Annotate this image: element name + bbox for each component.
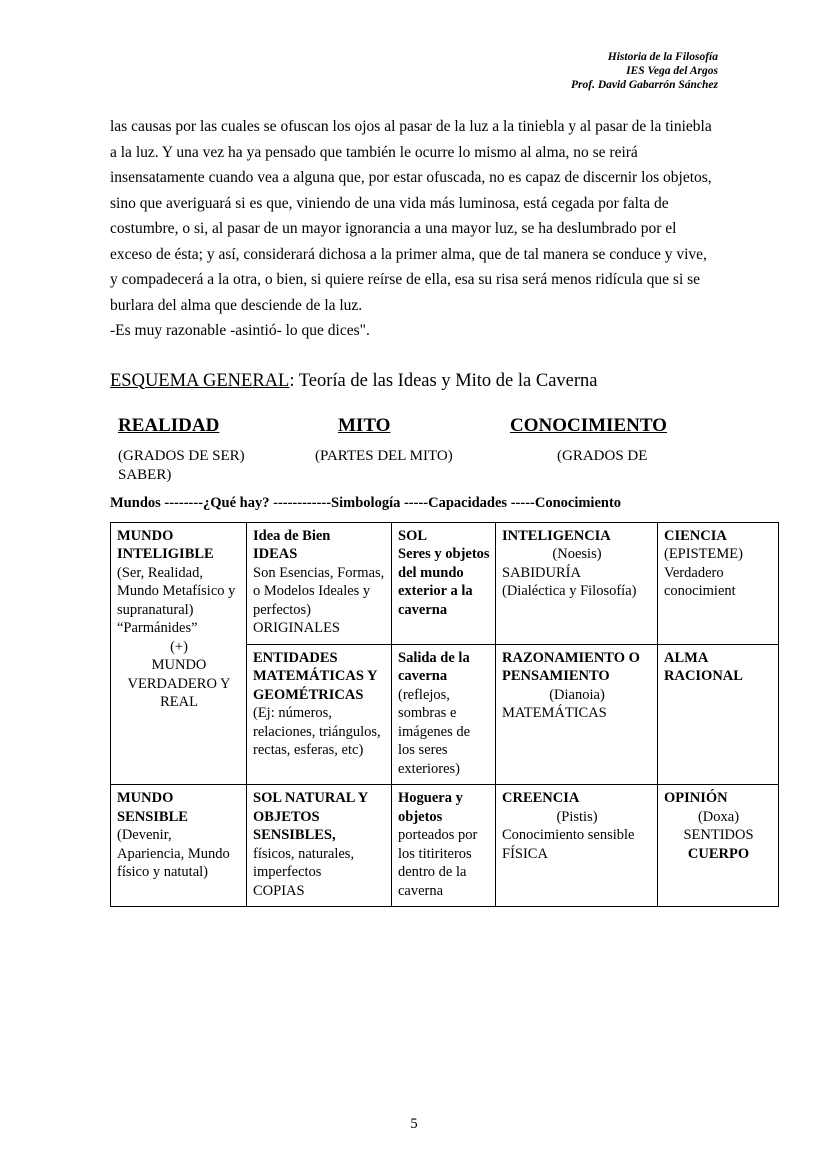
cell-razonamiento-text: MATEMÁTICAS [502,705,607,721]
cell-sol-natural-copias: COPIAS [253,882,305,899]
cell-mundo-sensible-title: MUNDO SENSIBLE [117,790,188,825]
cell-mundo-inteligible-quote: “Parmánides” [117,620,198,636]
cell-sol-natural-text: físicos, naturales, imperfectos [253,845,355,880]
cell-entidades-title: ENTIDADES MATEMÁTICAS Y GEOMÉTRICAS [253,649,377,703]
column-sub-partes-del-mito: (PARTES DEL MITO) [315,447,453,464]
section-title-underlined: ESQUEMA GENERAL [110,370,290,391]
section-title [110,369,718,393]
column-subheadings [110,447,718,487]
cell-ciencia-text: Verdadero conocimient [664,564,736,599]
cell-razonamiento-title: RAZONAMIENTO O PENSAMIENTO [502,649,640,684]
cell-opinion-title: OPINIÓN [664,790,728,806]
body-paragraph-block [110,114,718,344]
cell-ideas-head: Idea de Bien [253,527,331,544]
cell-mundo-inteligible-mundo: MUNDO VERDADERO Y REAL [127,657,231,710]
schema-table [110,522,779,908]
cell-opinion-sub: (Doxa) [697,808,740,825]
cell-mundo-inteligible-title: MUNDO INTELIGIBLE [117,527,214,562]
cell-ciencia-sub: (EPISTEME) [664,546,743,562]
cell-salida-caverna [392,644,496,785]
header-line-course: Historia de la Filosofía [607,51,718,63]
page-number: 5 [410,1116,418,1132]
cell-inteligencia [496,522,658,644]
body-dialog-line: -Es muy razonable -asintió- lo que dices". [110,322,370,339]
cell-ideas-originales: ORIGINALES [253,620,340,636]
cell-salida-title: Salida de la caverna [398,649,470,684]
cell-ciencia [658,522,779,644]
cell-ideas [247,522,392,644]
body-paragraph: las causas por las cuales se ofuscan los ojos al pasar de la luz a la tiniebla y al pasar de la tiniebla a la luz. Y una vez ha ya pensado que también le ocurre lo mismo al alma, no se reirá insensatamente cuando vea a alguna que, por estar ofuscada, no es capaz de discernir los objetos, sino que averiguará si es que, viniendo de una vida más luminosa, está cegada por falta de costumbre, o si, al pasar de un mayor ignorancia a una mayor luz, se ha deslumbrado por el exceso de ésta; y así, considerará dichosa a la primer alma, que de tal manera se conduce y vive, y compadecerá a la otra, o bien, si quiere reírse de ella, esa su risa será menos ridícula que si se burlara del alma que desciende de la luz. [110,118,712,314]
table-row [111,522,779,644]
cell-sol [392,522,496,644]
cell-opinion [658,785,779,907]
cell-ideas-text: Son Esencias, Formas, o Modelos Ideales y perfectos) [253,564,385,618]
cell-alma-racional-title: ALMA RACIONAL [664,649,743,684]
cell-inteligencia-text: SABIDURÍA [502,564,581,581]
column-sub-saber-second-line: SABER) [118,466,172,483]
column-heading-realidad: REALIDAD [118,414,220,436]
cell-creencia-title: CREENCIA [502,790,580,806]
cell-mundo-sensible [111,785,247,907]
cell-ciencia-title: CIENCIA [664,527,727,544]
cell-mundo-sensible-text: (Devenir, Apariencia, Mundo físico y natutal) [117,827,230,880]
cell-hoguera-title: Hoguera y objetos [398,790,463,825]
cell-razonamiento [496,644,658,785]
header-line-professor: Prof. David Gabarrón Sánchez [571,79,718,91]
cell-creencia [496,785,658,907]
cell-creencia-sub: (Pistis) [556,808,598,825]
cell-razonamiento-sub: (Dianoia) [549,686,605,703]
cell-entidades-matematicas [247,644,392,785]
column-sub-grados-de-saber: (GRADOS DE [557,447,648,464]
cell-sol-natural-title: SOL NATURAL Y OBJETOS SENSIBLES, [253,790,368,843]
cell-hoguera [392,785,496,907]
column-heading-mito: MITO [338,414,391,436]
cell-creencia-text2: FÍSICA [502,845,548,862]
cell-opinion-text: SENTIDOS [683,827,754,843]
cell-sol-title: SOL [398,527,428,544]
column-heading-conocimiento: CONOCIMIENTO [510,414,667,436]
cell-sol-natural [247,785,392,907]
cell-opinion-text2: CUERPO [687,845,750,862]
cell-inteligencia-text2: (Dialéctica y Filosofía) [502,583,637,599]
flow-line: Mundos --------¿Qué hay? ------------Simbología -----Capacidades -----Conocimiento [110,494,622,511]
column-sub-grados-de-ser: (GRADOS DE SER) [118,447,245,464]
cell-creencia-text: Conocimiento sensible [502,827,635,843]
table-row [111,785,779,907]
document-header [110,50,718,92]
cell-ideas-title: IDEAS [253,546,298,562]
section-title-rest: : Teoría de las Ideas y Mito de la Caverna [289,370,598,391]
cell-mundo-inteligible-text: (Ser, Realidad, Mundo Metafísico y supranatural) [117,564,236,618]
cell-inteligencia-sub: (Noesis) [552,546,602,562]
header-line-school: IES Vega del Argos [626,65,718,77]
cell-hoguera-text: porteados por los titiriteros dentro de la caverna [398,827,478,899]
column-headings [110,415,718,441]
cell-mundo-inteligible [111,522,247,785]
cell-alma-racional [658,644,779,785]
cell-entidades-text: (Ej: números, relaciones, triángulos, rectas, esferas, etc) [253,705,381,758]
cell-sol-text: Seres y objetos del mundo exterior a la caverna [398,546,490,618]
cell-salida-text: (reflejos, sombras e imágenes de los seres exteriores) [398,686,471,777]
cell-inteligencia-title: INTELIGENCIA [502,527,611,544]
cell-mundo-inteligible-plus: (+) [170,638,188,655]
